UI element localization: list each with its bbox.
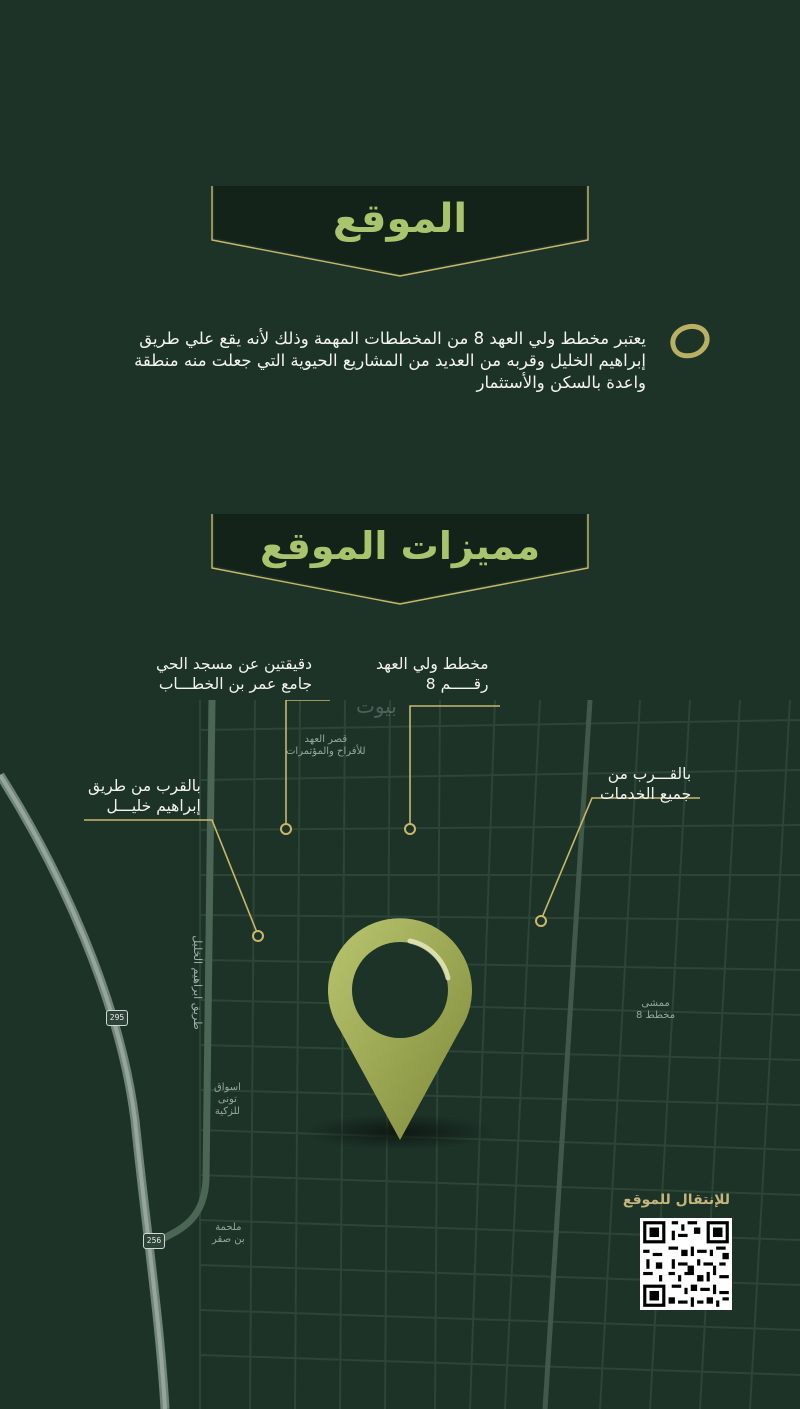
walkway-label: ممشى مخطط 8 bbox=[636, 998, 676, 1021]
callout-mosque bbox=[156, 654, 312, 694]
callout-plan-line2: رقـــــم 8 bbox=[425, 675, 489, 693]
qr-code-icon[interactable] bbox=[640, 1218, 732, 1310]
highway-center bbox=[0, 775, 165, 1409]
callout-road-line2: إبراهيم خليـــل bbox=[106, 797, 201, 815]
watermark: بيوت bbox=[356, 694, 397, 718]
location-banner bbox=[210, 186, 590, 278]
location-pin-icon bbox=[328, 918, 472, 1140]
qr-caption: للإنتقال للموقع bbox=[622, 1192, 730, 1208]
callout-road bbox=[88, 776, 201, 816]
route-shield: 256 bbox=[143, 1233, 165, 1249]
palace-label: قصر العهد للأفراح والمؤتمرات bbox=[286, 734, 366, 757]
callout-services bbox=[600, 764, 691, 804]
callout-plan bbox=[376, 654, 489, 694]
ring-logo-icon bbox=[664, 318, 712, 360]
callout-mosque-line2: جامع عمر بن الخطـــاب bbox=[158, 675, 313, 693]
intro-paragraph: يعتبر مخطط ولي العهد 8 من المخططات المهمة وذلك لأنه يقع علي طريق إبراهيم الخليل وقربه من العديد من المشاريع الحيوية التي جعلت منه منطقة واعدة بالسكن والأستثمار bbox=[134, 329, 646, 392]
location-title: الموقع bbox=[332, 196, 468, 242]
callout-services-line2: جميع الخدمات bbox=[600, 785, 692, 803]
callout-road-line1: بالقرب من طريق bbox=[88, 777, 201, 795]
callout-plan-line1: مخطط ولي العهد bbox=[376, 655, 489, 673]
features-banner bbox=[210, 514, 590, 606]
callout-lines bbox=[84, 700, 700, 935]
features-title: مميزات الموقع bbox=[259, 524, 541, 568]
callout-services-line1: بالقـــرب من bbox=[607, 765, 692, 783]
market-label: اسواق تونى للزكية bbox=[214, 1082, 241, 1117]
callout-mosque-line1: دقيقتين عن مسجد الحي bbox=[156, 655, 313, 673]
butcher-label: ملحمة بن صقر bbox=[212, 1222, 245, 1245]
route-shield: 295 bbox=[106, 1010, 128, 1026]
road-name-label: طريق ابراهيم الخليل bbox=[190, 935, 204, 1030]
highway bbox=[0, 775, 165, 1409]
